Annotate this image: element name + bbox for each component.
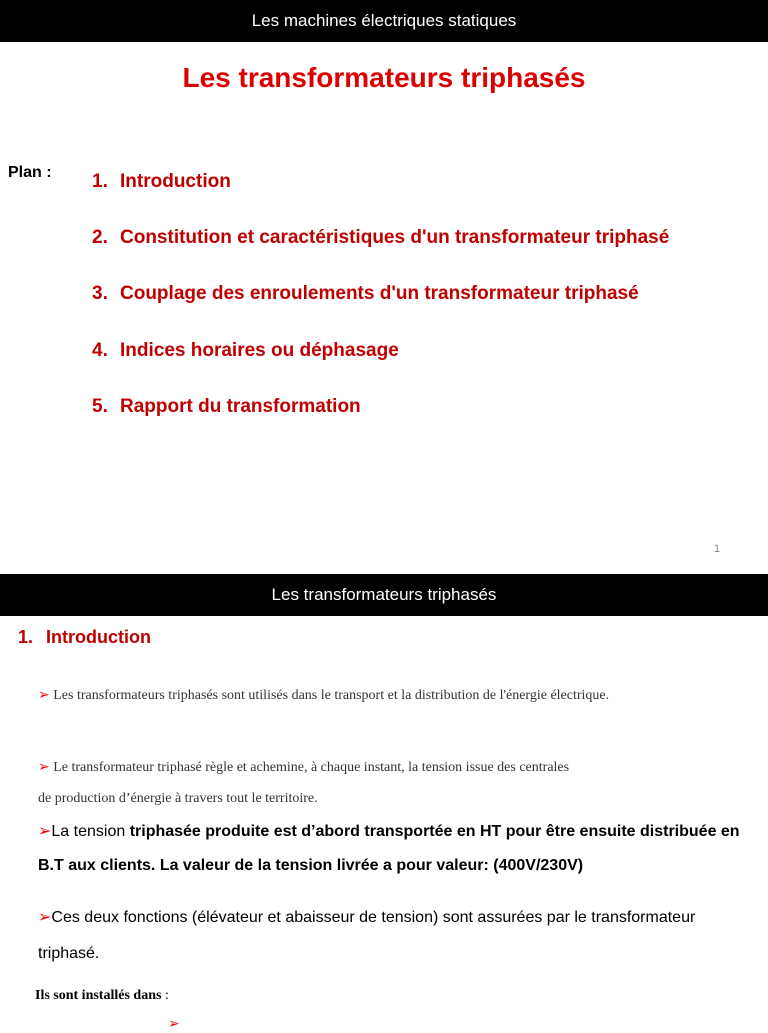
- slide2-header-text: Les transformateurs triphasés: [271, 585, 497, 604]
- paragraph-installed: Ils sont installés dans :: [35, 988, 169, 1003]
- slide1-title: Les transformateurs triphasés: [182, 62, 586, 93]
- paragraph-usage: ➢ Les transformateurs triphasés sont utilisés dans le transport et la distribution de l'énergie électrique.: [38, 688, 610, 703]
- paragraph-functions: ➢Ces deux fonctions (élévateur et abaisseur de tension) sont assurées par le transformateur triphasé.: [38, 909, 696, 962]
- section-heading: 1. Introduction: [18, 627, 151, 647]
- slide1-header-bar: [0, 0, 768, 42]
- plan-item-indices: 4. Indices horaires ou déphasage: [92, 339, 399, 361]
- plan-item-constitution: 2. Constitution et caractéristiques d'un transformateur triphasé: [92, 227, 670, 249]
- slide1-header-text: Les machines électriques statiques: [251, 11, 517, 30]
- plan-item-introduction: 1. Introduction: [92, 171, 231, 192]
- paragraph-voltage: ➢La tension triphasée produite est d’abord transportée en HT pour être ensuite distribuée en B.T aux clients. La valeur de la tension livrée a pour valeur: (400V/230V): [38, 823, 740, 874]
- slide2-header-bar: [0, 574, 768, 616]
- arrow-bullet-icon: ➢: [38, 909, 52, 926]
- plan-list: [92, 168, 669, 449]
- plan-label: Plan :: [8, 164, 52, 181]
- truncated-bullet: [168, 1016, 180, 1033]
- arrow-bullet-icon: ➢: [38, 823, 52, 840]
- plan-item-rapport: 5. Rapport du transformation: [92, 395, 361, 417]
- plan-item-couplage: 3. Couplage des enroulements d'un transformateur triphasé: [92, 283, 639, 305]
- arrow-bullet-icon: ➢: [168, 1017, 180, 1032]
- page-number: 1: [714, 543, 721, 555]
- arrow-bullet-icon: ➢: [38, 688, 50, 703]
- arrow-bullet-icon: ➢: [38, 760, 50, 775]
- paragraph-regulation: ➢ Le transformateur triphasé règle et achemine, à chaque instant, la tension issue des centrales de production d’énergie à travers tout le territoire.: [38, 760, 570, 806]
